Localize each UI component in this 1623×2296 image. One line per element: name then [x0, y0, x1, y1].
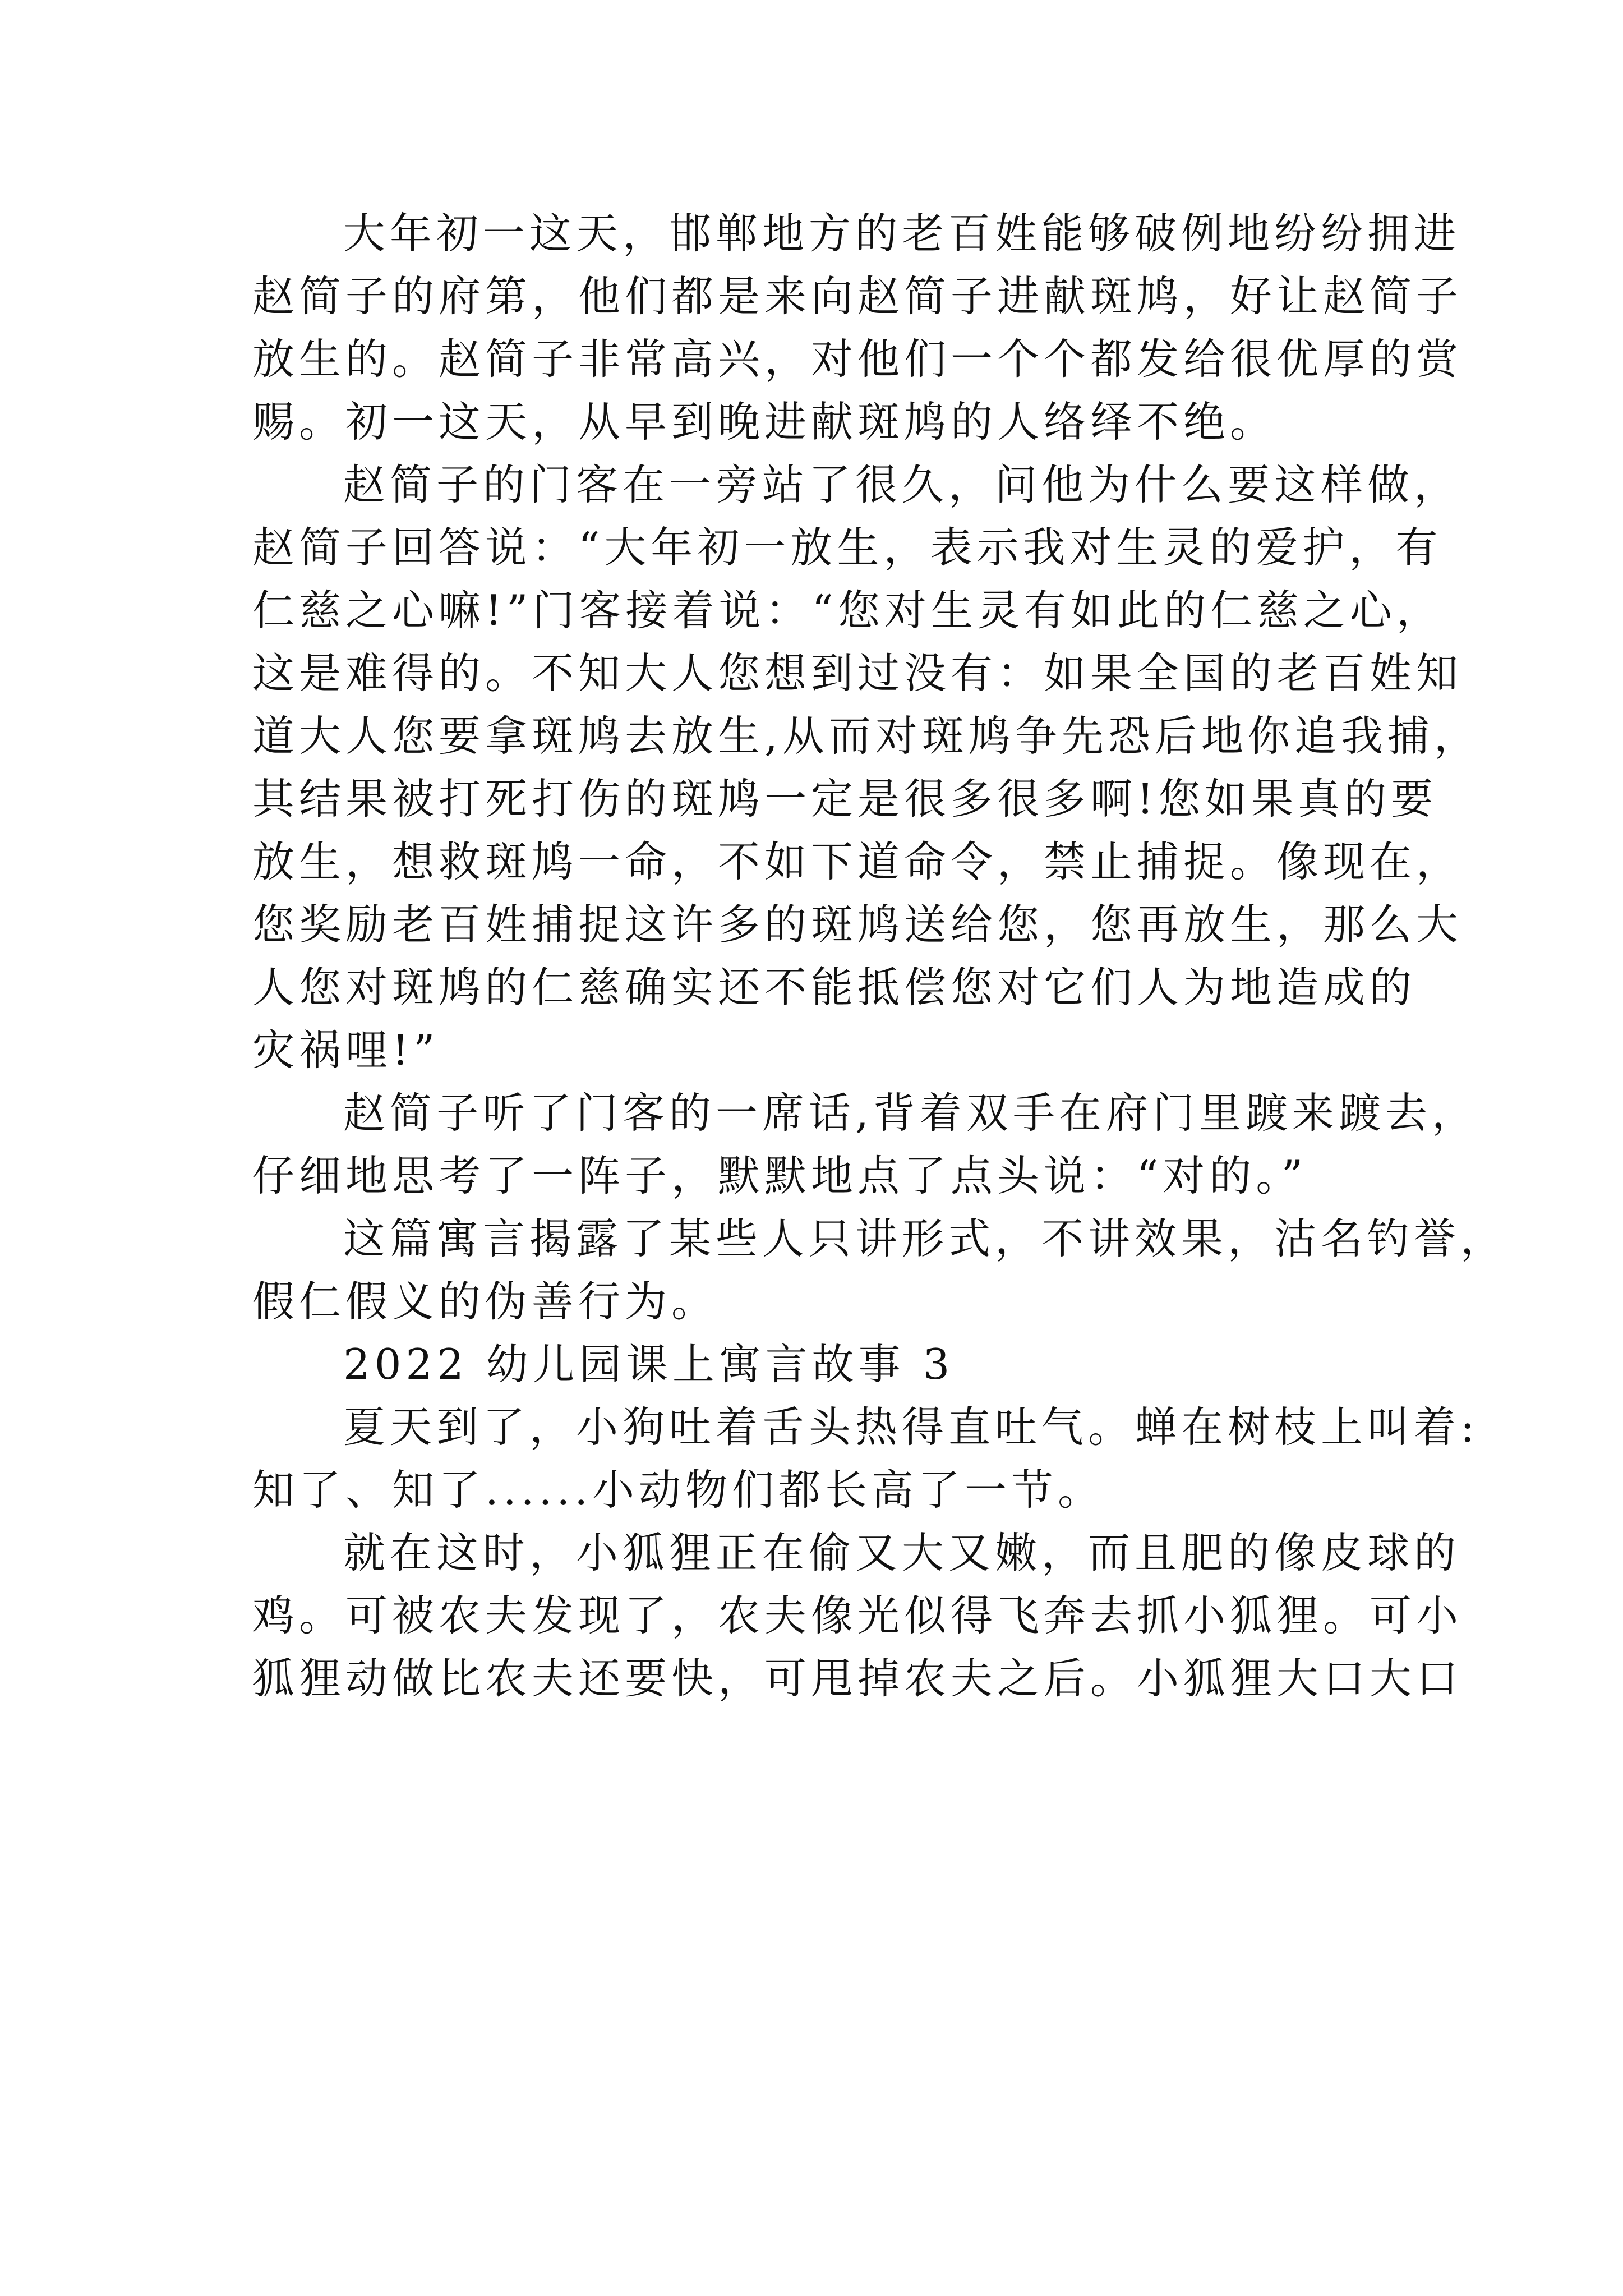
text-line: 知了、知了......小动物们都长高了一节。 [252, 1465, 1105, 1515]
text-line: 道大人您要拿斑鸠去放生,从而对斑鸠争先恐后地你追我捕， [252, 711, 1481, 761]
text-line: 赵简子回答说：“大年初一放生，表示我对生灵的爱护，有 [252, 523, 1442, 572]
text-line: 假仁假义的伪善行为。 [252, 1277, 718, 1326]
text-line: 赵简子的府第，他们都是来向赵简子进献斑鸠，好让赵简子 [252, 272, 1463, 321]
text-line: 其结果被打死打伤的斑鸠一定是很多很多啊!您如果真的要 [252, 774, 1438, 823]
text-line: 放生，想救斑鸠一命，不如下道命令，禁止捕捉。像现在， [252, 837, 1463, 886]
text-line: 鸡。可被农夫发现了，农夫像光似得飞奔去抓小狐狸。可小 [252, 1591, 1463, 1640]
text-line: 狐狸动做比农夫还要快，可甩掉农夫之后。小狐狸大口大口 [252, 1654, 1463, 1703]
text-line: 仁慈之心嘛!”门客接着说：“您对生灵有如此的仁慈之心， [252, 586, 1443, 635]
text-line: 夏天到了，小狗吐着舌头热得直吐气。蝉在树枝上叫着: [343, 1402, 1479, 1452]
section-heading: 2022 幼儿园课上寓言故事 3 [343, 1340, 955, 1389]
document-body [252, 202, 1507, 1710]
text-line: 仔细地思考了一阵子，默默地点了点头说：“对的。” [252, 1151, 1308, 1200]
text-line: 赵简子听了门客的一席话,背着双手在府门里踱来踱去， [343, 1088, 1478, 1138]
text-line: 这是难得的。不知大人您想到过没有：如果全国的老百姓知 [252, 648, 1463, 698]
text-line: 赵简子的门客在一旁站了很久，问他为什么要这样做， [343, 460, 1461, 509]
text-line: 放生的。赵简子非常高兴，对他们一个个都发给很优厚的赏 [252, 334, 1463, 384]
text-line: 赐。初一这天，从早到晚进献斑鸠的人络绎不绝。 [252, 397, 1277, 447]
text-line: 您奖励老百姓捕捉这许多的斑鸠送给您，您再放生，那么大 [252, 900, 1463, 949]
text-line: 灾祸哩!” [252, 1025, 440, 1075]
text-line: 就在这时，小狐狸正在偷又大又嫩，而且肥的像皮球的 [343, 1528, 1461, 1577]
text-line: 人您对斑鸠的仁慈确实还不能抵偿您对它们人为地造成的 [252, 963, 1417, 1012]
text-line: 这篇寓言揭露了某些人只讲形式，不讲效果，沽名钓誉， [343, 1214, 1507, 1263]
text-line: 大年初一这天，邯郸地方的老百姓能够破例地纷纷拥进 [343, 209, 1461, 258]
